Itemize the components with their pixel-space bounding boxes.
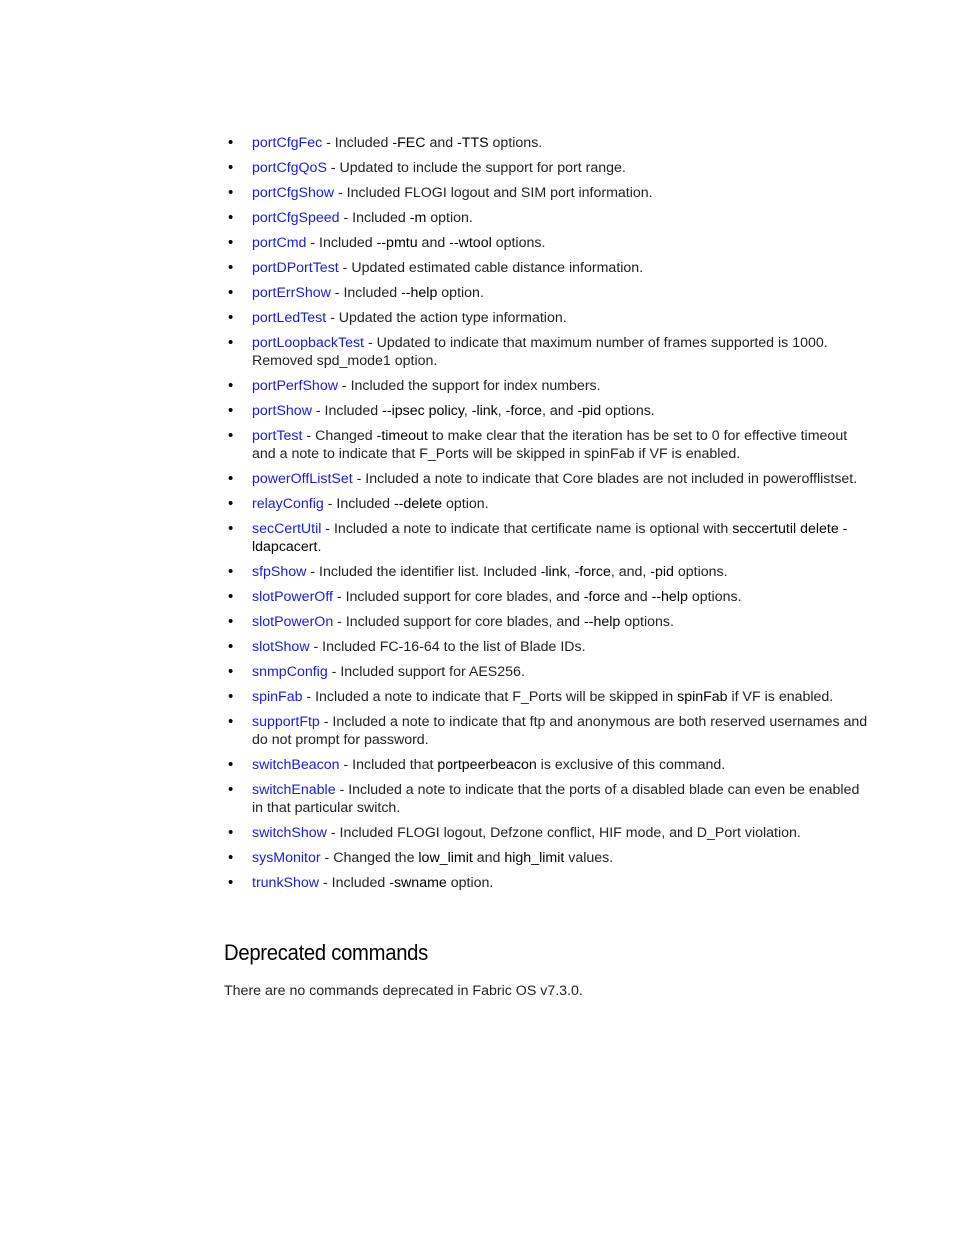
command-link[interactable]: portCfgShow [252, 185, 335, 201]
description-text: - Included a note to indicate that the ports of a disabled blade can even be enabled in that particular switch. [252, 782, 860, 816]
description-text: options. [491, 235, 546, 251]
command-option: portpeerbeacon [437, 757, 537, 773]
description-text: - Updated to include the support for port range. [326, 160, 626, 176]
description-text: to make clear that the iteration has be set to 0 for effective timeout and a note to indicate that F_Ports will be skipped in spinFab if VF is enabled. [252, 428, 848, 462]
list-item [228, 663, 870, 681]
list-item [228, 688, 870, 706]
bullet-icon: • [228, 663, 234, 680]
description-text: - Included [306, 235, 377, 251]
list-item [228, 756, 870, 774]
command-link[interactable]: portErrShow [252, 285, 331, 301]
description-text: - Updated estimated cable distance information. [338, 260, 644, 276]
description-text: if VF is enabled. [727, 689, 834, 705]
command-option: -m [409, 210, 427, 226]
description-text: option. [442, 496, 489, 512]
command-option: --delete [393, 496, 443, 512]
bullet-icon: • [228, 688, 234, 705]
bullet-icon: • [228, 563, 234, 580]
command-link[interactable]: slotPowerOff [252, 589, 333, 605]
command-option: --help [401, 285, 438, 301]
description-text: and [417, 235, 450, 251]
list-item [228, 638, 870, 656]
command-link[interactable]: powerOffListSet [252, 471, 353, 487]
list-item [228, 402, 870, 420]
command-option: --pmtu [376, 235, 418, 251]
command-option: -FEC [392, 135, 426, 151]
description-text: , and [541, 403, 578, 419]
description-text: - Included FLOGI logout, Defzone conflict, HIF mode, and D_Port violation. [326, 825, 801, 841]
description-text: - Included [322, 135, 393, 151]
command-option: --help [584, 614, 621, 630]
list-item [228, 495, 870, 513]
description-text: - Included [311, 403, 383, 419]
description-text: and [472, 850, 505, 866]
description-text: - Changed [302, 428, 377, 444]
description-text: - Changed the [320, 850, 419, 866]
command-option: spinFab [677, 689, 728, 705]
description-text: - Included a note to indicate that F_Ports will be skipped in [302, 689, 678, 705]
command-option: low_limit [418, 850, 473, 866]
command-link[interactable]: supportFtp [252, 714, 320, 730]
list-item [228, 874, 870, 892]
description-text: options. [488, 135, 543, 151]
command-link[interactable]: portLedTest [252, 310, 327, 326]
command-link[interactable]: sfpShow [252, 564, 307, 580]
command-option: --wtool [449, 235, 492, 251]
command-link[interactable]: portTest [252, 428, 303, 444]
description-text: - Included [323, 496, 394, 512]
command-link[interactable]: portCfgQoS [252, 160, 327, 176]
description-text: - Included a note to indicate that Core blades are not included in powerofflistset. [352, 471, 858, 487]
bullet-icon: • [228, 495, 234, 512]
description-text: - Included [330, 285, 402, 301]
list-item [228, 209, 870, 227]
command-link[interactable]: switchShow [252, 825, 327, 841]
description-text: - Included the identifier list. Included [306, 564, 541, 580]
bullet-icon: • [228, 259, 234, 276]
bullet-icon: • [228, 638, 234, 655]
command-link[interactable]: secCertUtil [252, 521, 322, 537]
list-item [228, 234, 870, 252]
description-text: - Included FLOGI logout and SIM port information. [334, 185, 653, 201]
bullet-icon: • [228, 781, 234, 798]
description-text: , [463, 403, 472, 419]
command-link[interactable]: slotShow [252, 639, 310, 655]
command-option: high_limit [504, 850, 565, 866]
description-text: options. [620, 614, 674, 630]
command-option: -link [471, 403, 498, 419]
command-link[interactable]: portCfgSpeed [252, 210, 340, 226]
description-text: - Included FC-16-64 to the list of Blade IDs. [309, 639, 586, 655]
command-option: -force [574, 564, 611, 580]
list-item [228, 334, 870, 370]
list-item [228, 588, 870, 606]
description-text: options. [601, 403, 655, 419]
bullet-icon: • [228, 234, 234, 251]
command-link[interactable]: portCmd [252, 235, 307, 251]
description-text: option. [446, 875, 494, 891]
description-text: - Included support for AES256. [327, 664, 525, 680]
list-item [228, 781, 870, 817]
description-text: - Included a note to indicate that ftp and anonymous are both reserved usernames and do not prompt for password. [252, 714, 868, 748]
list-item [228, 159, 870, 177]
command-link[interactable]: slotPowerOn [252, 614, 334, 630]
description-text: - Included support for core blades, and [333, 614, 585, 630]
description-text: - Included the support for index numbers. [337, 378, 601, 394]
command-option: seccertutil delete -ldapcacert [252, 521, 848, 555]
bullet-icon: • [228, 849, 234, 866]
bullet-icon: • [228, 470, 234, 487]
command-link[interactable]: sysMonitor [252, 850, 321, 866]
command-option: --ipsec policy [382, 403, 464, 419]
bullet-icon: • [228, 874, 234, 891]
description-text: , and, [610, 564, 651, 580]
list-item [228, 309, 870, 327]
list-item [228, 284, 870, 302]
description-text: - Included [319, 875, 390, 891]
bullet-icon: • [228, 824, 234, 841]
description-text: option. [437, 285, 484, 301]
bullet-icon: • [228, 284, 234, 301]
description-text: - Updated the action type information. [326, 310, 567, 326]
description-text: is exclusive of this command. [536, 757, 726, 773]
list-item [228, 613, 870, 631]
command-link[interactable]: portShow [252, 403, 312, 419]
bullet-icon: • [228, 159, 234, 176]
command-link[interactable]: switchEnable [252, 782, 336, 798]
list-item [228, 713, 870, 749]
list-item [228, 470, 870, 488]
description-text: - Included support for core blades, and [332, 589, 584, 605]
list-item [228, 134, 870, 152]
command-option: -pid [577, 403, 602, 419]
command-option: -swname [389, 875, 447, 891]
description-text: . [317, 539, 322, 555]
bullet-icon: • [228, 756, 234, 773]
description-text: option. [426, 210, 473, 226]
command-option: --help [651, 589, 688, 605]
bullet-icon: • [228, 209, 234, 226]
description-text: options. [687, 589, 742, 605]
description-text: values. [564, 850, 614, 866]
command-option: -force [583, 589, 621, 605]
section-body: There are no commands deprecated in Fabric OS v7.3.0. [224, 983, 583, 999]
command-option: -TTS [457, 135, 489, 151]
command-link[interactable]: switchBeacon [252, 757, 340, 773]
description-text: - Updated to indicate that maximum number of frames supported is 1000. Removed spd_mode1 option. [252, 335, 828, 369]
bullet-icon: • [228, 402, 234, 419]
bullet-icon: • [228, 520, 234, 537]
description-text: - Included [339, 210, 410, 226]
bullet-icon: • [228, 334, 234, 351]
description-text: - Included a note to indicate that certificate name is optional with [321, 521, 733, 537]
command-link[interactable]: portCfgFec [252, 135, 323, 151]
command-link[interactable]: spinFab [252, 689, 303, 705]
section-heading: Deprecated commands [224, 940, 429, 965]
command-link[interactable]: relayConfig [252, 496, 324, 512]
bullet-icon: • [228, 309, 234, 326]
command-link[interactable]: portDPortTest [252, 260, 339, 276]
list-item [228, 849, 870, 867]
bullet-icon: • [228, 613, 234, 630]
command-option: -pid [650, 564, 674, 580]
description-text: and [620, 589, 652, 605]
command-link[interactable]: trunkShow [252, 875, 320, 891]
description-text: options. [673, 564, 728, 580]
command-option: -force [505, 403, 542, 419]
list-item [228, 377, 870, 395]
list-item [228, 520, 870, 556]
command-link[interactable]: portLoopbackTest [252, 335, 364, 351]
list-item [228, 184, 870, 202]
list-item [228, 427, 870, 463]
command-option: -link [540, 564, 567, 580]
description-text: , [497, 403, 506, 419]
bullet-icon: • [228, 588, 234, 605]
bullet-icon: • [228, 427, 234, 444]
command-link[interactable]: snmpConfig [252, 664, 328, 680]
description-text: and [425, 135, 458, 151]
list-item [228, 259, 870, 277]
description-text: - Included that [339, 757, 438, 773]
description-text: , [566, 564, 575, 580]
list-item [228, 824, 870, 842]
command-change-list [228, 134, 870, 899]
command-option: -timeout [376, 428, 428, 444]
bullet-icon: • [228, 184, 234, 201]
bullet-icon: • [228, 713, 234, 730]
command-link[interactable]: portPerfShow [252, 378, 338, 394]
bullet-icon: • [228, 134, 234, 151]
bullet-icon: • [228, 377, 234, 394]
list-item [228, 563, 870, 581]
